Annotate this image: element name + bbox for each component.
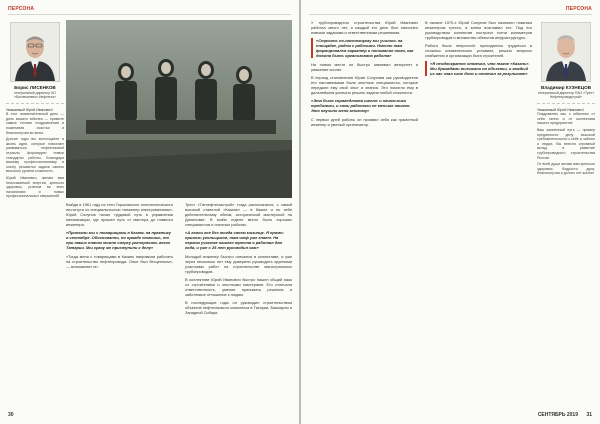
pull-quote: «Строить по-настоящему мы учились на площадке, рядом с рабочими. Именно там формировался характер и понимание того, как должна быть организована работа» [311,38,418,58]
sidebar-role: генеральный директор ПАО «Трест Нефтепроводстрой» [538,91,594,100]
sidebar-body [537,112,595,176]
article-paragraph: На новом месте он быстро завоевал авторитет и уважение коллег. [311,62,418,72]
portrait-illustration [11,23,59,81]
article-paragraph: Выйдя в 1961 году из стен Горьковского политехнического института со специальностью «инженер-электромеханик», Юрий Солунов начал трудовой путь в управлении механизации, где прошел путь от мастера до главного инженера. [66,202,173,227]
sidebar-paragraph: Ваш жизненный путь — пример преданности делу, высокой требовательности к себе и заботы о людях. Вы внесли огромный вклад в развитие трубопроводного строительства России. [537,128,595,160]
article-paragraph: В последующие годы он руководил строительством объектов нефтегазового комплекса в Татарии, Башкирии и Западной Сибири. [185,300,292,315]
rubric-label: ПЕРСОНА [8,6,35,12]
page-number: 30 [8,412,14,418]
article-column-4 [425,20,532,406]
sidebar-greeting: Уважаемый Юрий Иванович! [6,107,54,112]
article-paragraph: У трубопроводного строительства Юрий Иванович работал много лет, и каждый его день был наполнен новыми задачами и ответственными решениями. [311,20,418,35]
article-column-1 [66,202,173,406]
pull-quote: «Приехали мы с товарищами в Казань на практику в сентябре. Обоснованно, по правде помнишь, то при таких планах можно сверху расчертить всего Татарии. Мы сразу же приступили к делу» [66,230,171,250]
article-column-2 [185,202,292,406]
left-sidebar [6,20,64,406]
header-rule [8,14,291,15]
article-paragraph: Работа была непростой: приходилось трудиться в сложных климатических условиях, решать вопросы снабжения и организации быта строителей. [425,43,532,58]
pull-quote: «Я неоднократно отмечал, что такое «Казань». Мы бригадами выезжали на объекты, и каждый из нас знал свое дело и отвечал за результат» [425,61,532,76]
issue-date: СЕНТЯБРЬ 2019 [537,412,578,418]
right-sidebar [537,20,595,406]
sidebar-role: генеральный директор АО «Бизнесинвест-Нефтегаз» [14,91,56,100]
header-rule [309,14,592,15]
sidebar-paragraph: От всей души желаю вам крепкого здоровья, бодрости духа, благополучия и долгих лет жизни! [537,162,595,176]
article-paragraph: В коллективе Юрий Иванович быстро нашел общий язык со строителями и опытными мастерами. Его отличали ответственность, умение принимать решения и заботливое отношение к людям. [185,277,292,297]
right-page [301,0,600,424]
article-paragraph: Трест «Татнефтегазстрой» тогда располагался, с самой высокой стапелой «Казань» — в башне и по себе действительному обеим, исторической мастерской на Даниловке. В моём отделе много было хороших специалистов и опытных рабочих. [185,202,292,227]
article-paragraph: В период становления Юрия Солунова как руководителя его наставниками были опытные специалисты, которые передали ему свой опыт и знания. Это помогло ему в дальнейшем успешно решать задачи любой сложности. [311,75,418,95]
article-paragraph: С первых дней работы он проявил себя как грамотный инженер и умелый организатор. [311,117,418,127]
left-page [0,0,299,424]
hero-photo-illustration [66,20,292,198]
article-paragraph: В начале 1970-х Юрий Солунов был назначен главным инженером треста, а затем возглавил его. Под его руководством коллектив построил сотни километров трубопроводов и множество объектов инфраструктуры. [425,20,532,40]
sidebar-name: Владимир КУЗНЕЦОВ [540,85,592,90]
sidebar-body [6,112,64,199]
pull-quote: «А взяли все без тогда своем мизинце. Я прямо: привози угольщиков, там шеф уже знает. На первом участке нашего треста я работал два года, и уже с 25 лет руководил сам» [185,230,284,250]
sidebar-divider [537,103,595,104]
sidebar-paragraph: Долгие годы вы воплощаете в жизнь идеи, которые помогают развиваться нефтегазовой отрасли, формируют новые стандарты работы. Благодаря вашему профессионализму и опыту решаются задачи самого высокого уровня сложности. [6,137,64,174]
article-paragraph: Молодой инженер быстро освоился в коллективе, и уже через несколько лет ему доверили руководить крупными участками работ на строительстве магистральных трубопроводов. [185,254,292,274]
hero-photo [66,20,292,198]
page-number: 31 [586,412,592,418]
portrait-photo [10,22,60,82]
sidebar-paragraph: Поздравляю вас с юбилеем от себя лично и от коллектива нашего предприятия! [537,112,595,126]
article-paragraph: «Тогда меня с товарищами в Казань направили работать на строительство нефтепровода. Опыт был бесценным», — вспоминает он. [66,254,173,269]
pull-quote: «Эта была справедливая школа: и начальники требовали, и сами работали не меньше нашего. Это научило меня многому» [311,98,411,113]
sidebar-paragraph: В этот знаменательный день — день вашего юбилея — примите самые теплые поздравления и пожелания счастья и благополучия во всем. [6,112,64,135]
article-column-3 [311,20,418,406]
portrait-illustration [542,23,590,81]
sidebar-greeting: Уважаемый Юрий Иванович! [537,107,585,112]
sidebar-name: Борис ЛИСЕНКОВ [14,85,56,90]
sidebar-paragraph: Юрий Иванович, желаю вам неиссякаемой энергии, крепкого здоровья, успехов во всех начинаниях и новых профессиональных свершений! [6,175,64,199]
sidebar-divider [6,103,64,104]
portrait-photo [541,22,591,82]
rubric-label: ПЕРСОНА [565,6,592,12]
